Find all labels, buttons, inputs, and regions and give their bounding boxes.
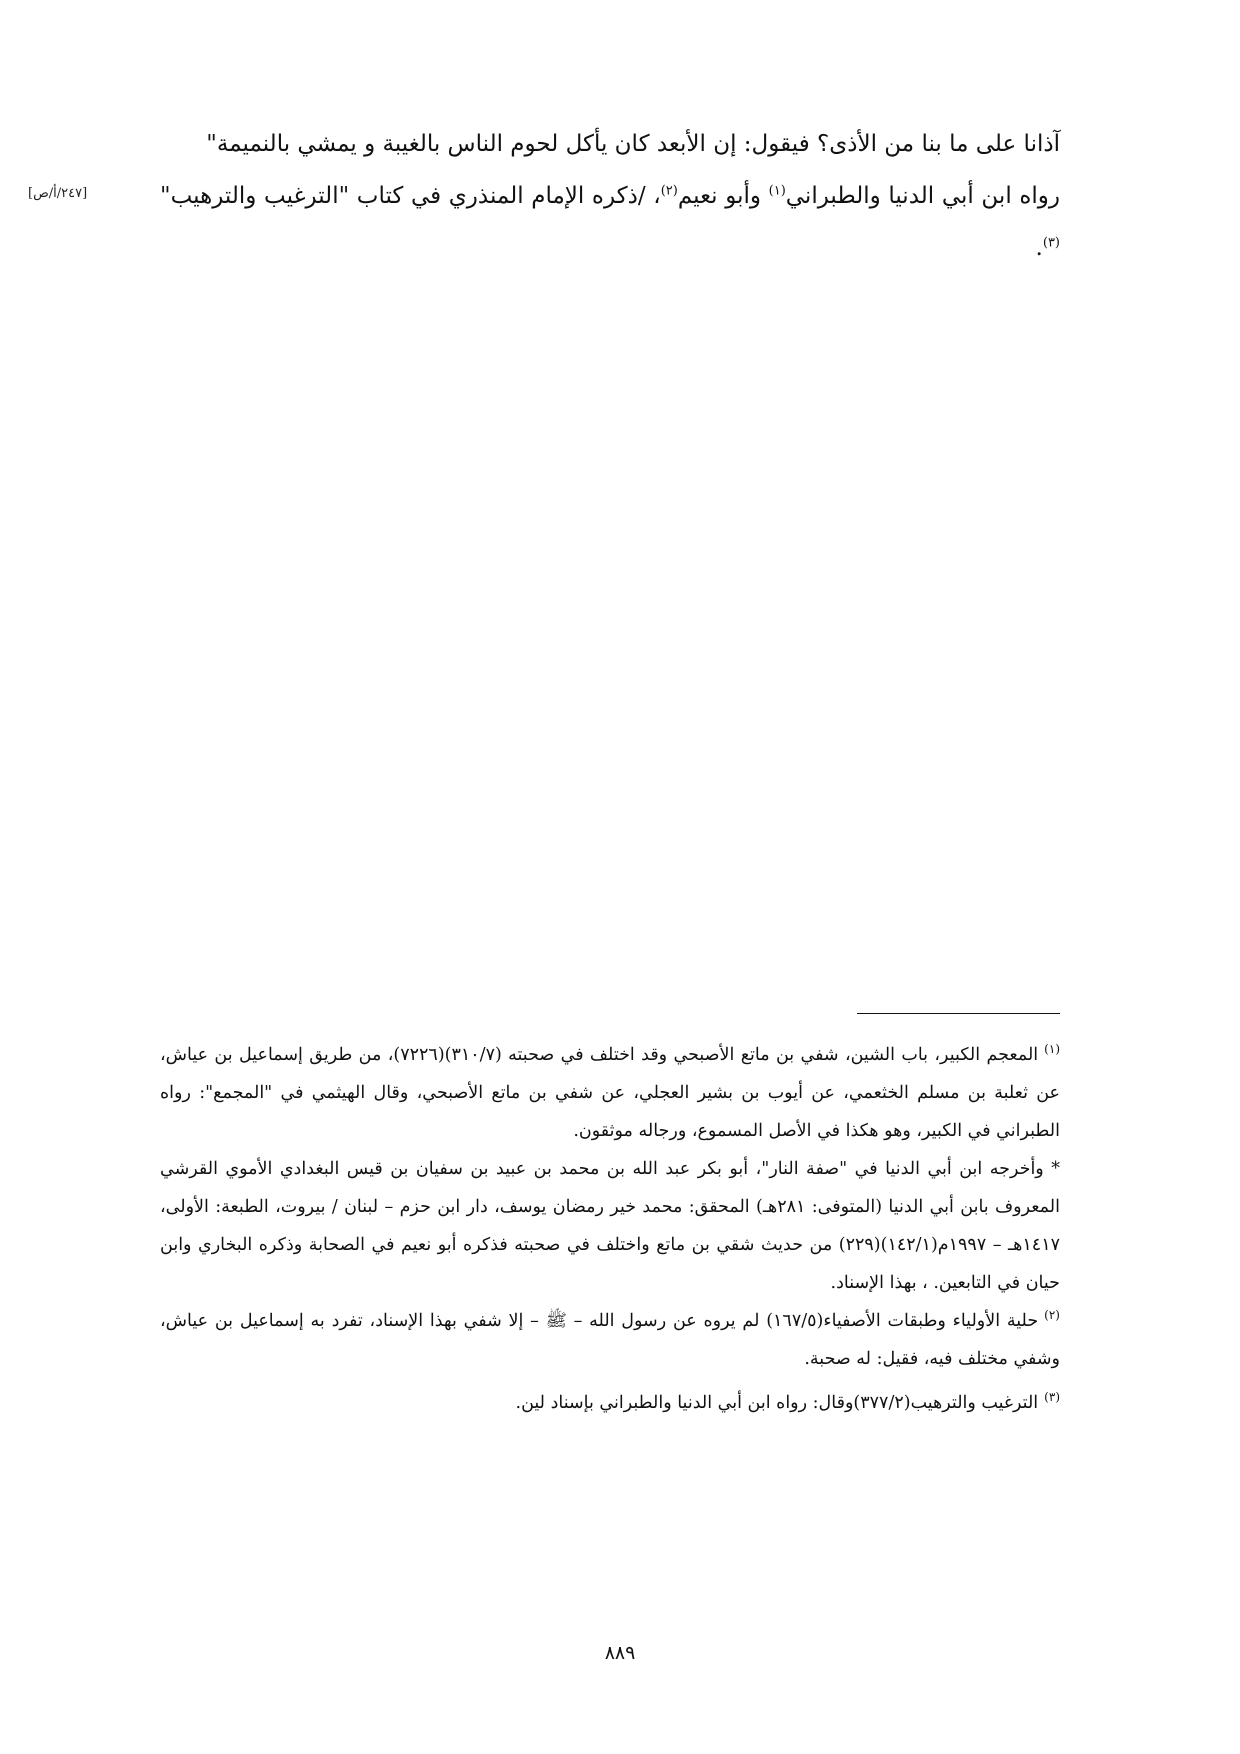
- footnote-text: المعجم الكبير، باب الشين، شفي بن ماتع الأصبحي وقد اختلف في صحبته (٣١٠/٧)(٧٢٢٦)، من طريق إسماعيل بن عياش، عن ثعلبة بن مسلم الخثعمي، عن أيوب بن بشير العجلي، عن شفي بن ماتع الأصبحي، وقال الهيثمي في "المجمع": رواه الطبراني في الكبير، وهو هكذا في الأصل المسموع، ورجاله موثقون.: [160, 1045, 1060, 1141]
- main-text-segment: ، /ذكره الإمام المنذري في كتاب "الترغيب والترهيب": [160, 183, 661, 209]
- footnote-1-continuation: [160, 1150, 1060, 1302]
- footnote-marker: (٣): [1044, 1390, 1060, 1405]
- footnote-ref-1[interactable]: (١): [768, 183, 786, 199]
- page-number: ٨٨٩: [604, 1642, 636, 1664]
- main-text-segment: رواه ابن أبي الدنيا والطبراني: [785, 183, 1060, 209]
- footnote-3: [160, 1384, 1060, 1422]
- main-text-segment: وأبو نعيم: [677, 183, 769, 209]
- main-text-line-1: آذانا على ما بنا من الأذى؟ فيقول: إن الأبعد كان يأكل لحوم الناس بالغيبة و يمشي بالنميمة": [206, 131, 1060, 157]
- main-text-line-2: [160, 170, 1060, 274]
- footnotes: [160, 1036, 1060, 1422]
- footnote-2: [160, 1302, 1060, 1378]
- footnote-text: حلية الأولياء وطبقات الأصفياء(١٦٧/٥) لم يروه عن رسول الله – ﷺ – إلا شفي بهذا الإسناد، تفرد به إسماعيل بن عياش، وشفي مختلف فيه، فقيل: له صحبة.: [160, 1311, 1060, 1369]
- main-text-segment: .: [1035, 235, 1043, 261]
- main-text: [160, 118, 1060, 274]
- footnote-separator: [857, 1013, 1060, 1014]
- footnote-marker: (٢): [1044, 1308, 1060, 1323]
- footnote-ref-2[interactable]: (٢): [660, 183, 678, 199]
- manuscript-margin-reference: [٢٤٧/أ/ص]: [28, 186, 88, 201]
- footnote-ref-3[interactable]: (٣): [1042, 235, 1060, 251]
- footnote-marker: (١): [1044, 1042, 1060, 1057]
- footnote-text: الترغيب والترهيب(٣٧٧/٢)وقال: رواه ابن أبي الدنيا والطبراني بإسناد لين.: [515, 1393, 1039, 1413]
- footnote-1: [160, 1036, 1060, 1150]
- footnote-text: * وأخرجه ابن أبي الدنيا في "صفة النار"، أبو بكر عبد الله بن محمد بن عبيد بن سفيان بن قيس البغدادي الأموي القرشي المعروف بابن أبي الدنيا (المتوفى: ٢٨١هـ) المحقق: محمد خير رمضان يوسف، دار ابن حزم – لبنان / بيروت، الطبعة: الأولى، ١٤١٧هـ – ١٩٩٧م(١٤٢/١)(٢٢٩) من حديث شقي بن ماتع واختلف في صحبته فذكره أبو نعيم في الصحابة وذكره البخاري وابن حيان في التابعين. ، بهذا الإسناد.: [160, 1159, 1060, 1293]
